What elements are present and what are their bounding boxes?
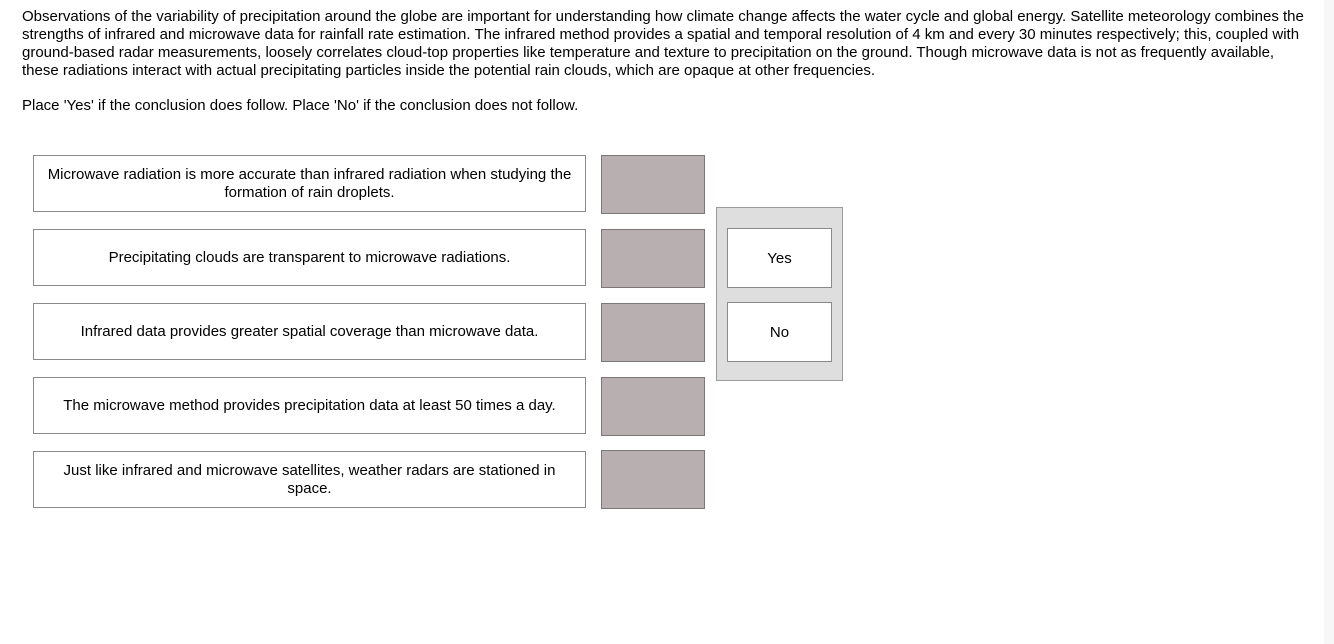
instruction-text: Place 'Yes' if the conclusion does follow. Place 'No' if the conclusion does not follow.: [22, 97, 579, 114]
statement-2: Precipitating clouds are transparent to microwave radiations.: [33, 229, 586, 286]
option-yes[interactable]: Yes: [727, 228, 832, 288]
statement-4: The microwave method provides precipitation data at least 50 times a day.: [33, 377, 586, 434]
statement-5: Just like infrared and microwave satellites, weather radars are stationed in space.: [33, 451, 586, 508]
statement-1: Microwave radiation is more accurate than infrared radiation when studying the formation of rain droplets.: [33, 155, 586, 212]
passage-text: Observations of the variability of precipitation around the globe are important for understanding how climate change affects the water cycle and global energy. Satellite meteorology combines the strengths of infrared and microwave data for rainfall rate estimation. The infrared method provides a spatial and temporal resolution of 4 km and every 30 minutes respectively; this, coupled with ground-based radar measurements, loosely correlates cloud-top properties like temperature and texture to precipitation on the ground. Though microwave data is not as frequently available, these radiations interact with actual precipitating particles inside the potential rain clouds, which are opaque at other frequencies.: [22, 8, 1304, 79]
answer-dropzone-1[interactable]: [601, 155, 705, 214]
answer-dropzone-4[interactable]: [601, 377, 705, 436]
answer-dropzone-5[interactable]: [601, 450, 705, 509]
option-no[interactable]: No: [727, 302, 832, 362]
answer-dropzone-3[interactable]: [601, 303, 705, 362]
answer-dropzone-2[interactable]: [601, 229, 705, 288]
statement-3: Infrared data provides greater spatial coverage than microwave data.: [33, 303, 586, 360]
